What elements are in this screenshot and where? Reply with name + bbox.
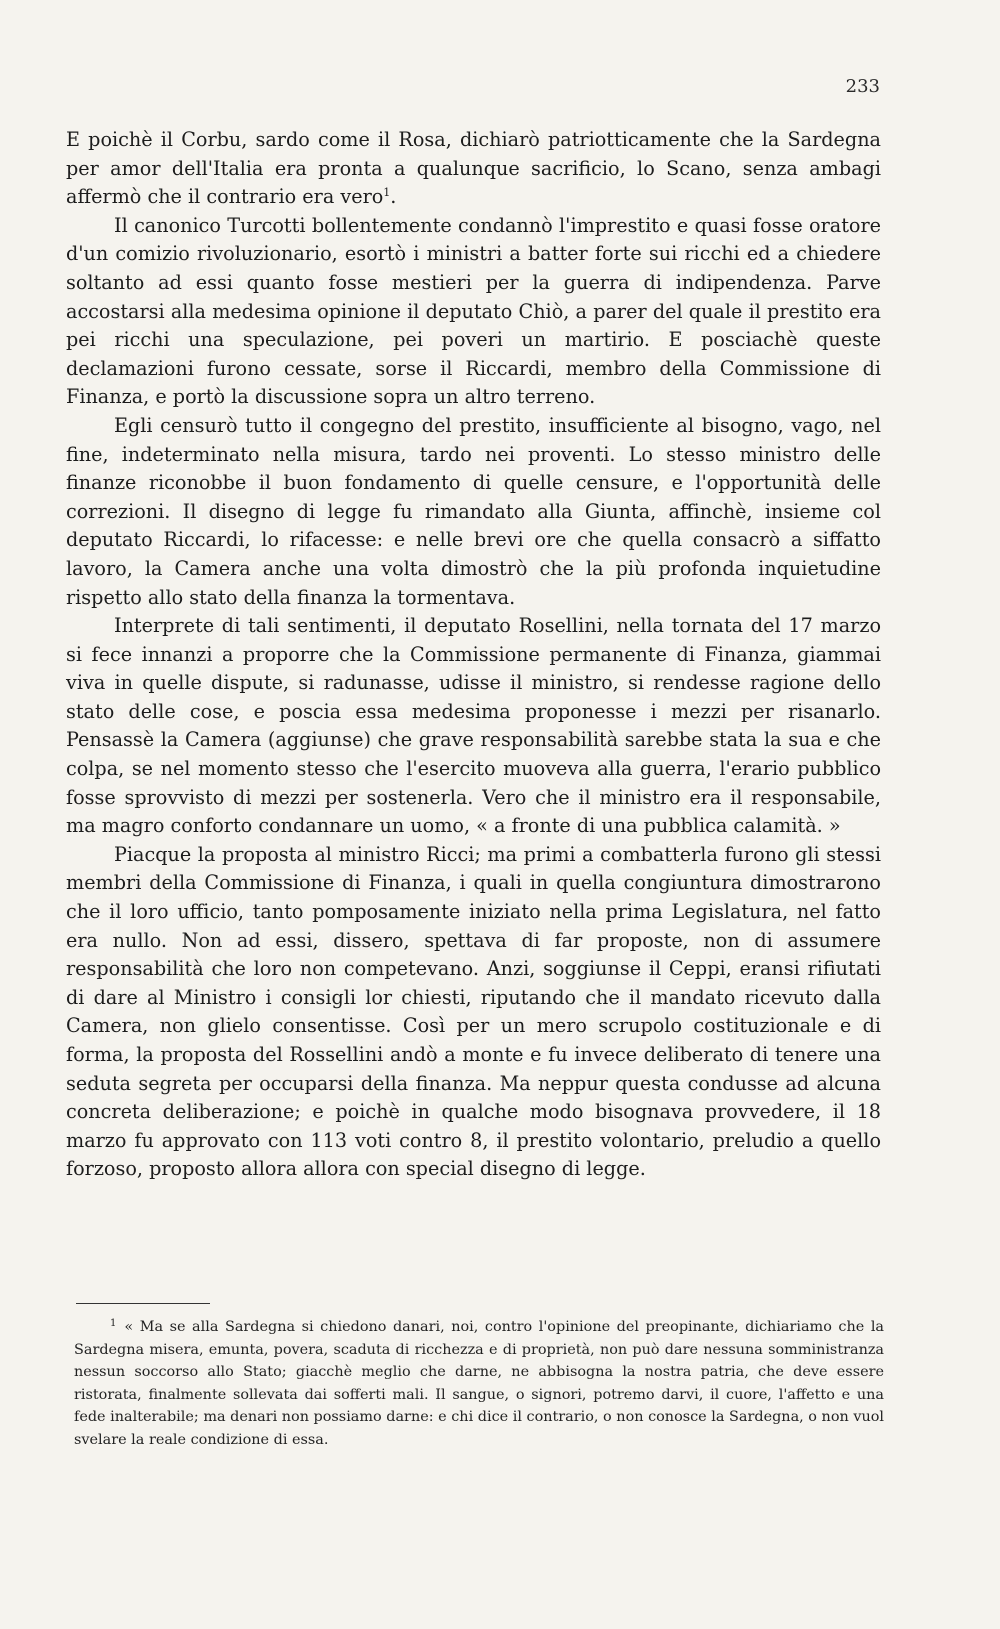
paragraph: Interprete di tali sentimenti, il deputato Rosellini, nella tornata del 17 marzo si fece innanzi a proporre che la Commissione permanente di Finanza, giammai viva in quelle dispute, si radunasse, udisse il ministro, si rendesse ragione dello stato delle cose, e poscia essa medesima proponesse i mezzi per risanarlo. Pensassè la Camera (aggiunse) che grave responsabilità sarebbe stata la sua e che colpa, se nel momento stesso che l'esercito muoveva alla guerra, l'erario pubblico fosse sprovvisto di mezzi per sostenerla. Vero che il ministro era il responsabile, ma magro conforto condannare un uomo, « a fronte di una pubblica calamità. »	[66, 614, 881, 838]
footnote-text: « Ma se alla Sardegna si chiedono danari, noi, contro l'opinione del preopinante, dichiariamo che la Sardegna misera, emunta, povera, scaduta di ricchezza e di proprietà, non può dare nessuna somministranza nessun soccorso allo Stato; giacchè meglio che darne, ne abbisogna la nostra patria, che deve essere ristorata, finalmente sollevata dai sofferti mali. Il sangue, o signori, potremo darvi, il cuore, l'affetto e una fede inalterabile; ma denari non possiamo darne: e chi dice il contrario, o non conosce la Sardegna, o non vuol svelare la reale condizione di essa.	[74, 1319, 884, 1448]
main-text	[66, 126, 881, 1184]
paragraph-text: E poichè il Corbu, sardo come il Rosa, dichiarò patriotticamente che la Sardegna per amor dell'Italia era pronta a qualunque sacrificio, lo Scano, senza ambagi affermò che il contrario era vero	[66, 128, 881, 209]
paragraph: Egli censurò tutto il congegno del prestito, insufficiente al bisogno, vago, nel fine, indeterminato nella misura, tardo nei proventi. Lo stesso ministro delle finanze riconobbe il buon fondamento di quelle censure, e l'opportunità delle correzioni. Il disegno di legge fu rimandato alla Giunta, affinchè, insieme col deputato Riccardi, lo rifacesse: e nelle brevi ore che quella consacrò a siffatto lavoro, la Camera anche una volta dimostrò che la più profonda inquietudine rispetto allo stato della finanza la tormentava.	[66, 413, 881, 609]
footnote-marker: 1	[110, 1318, 117, 1329]
page-number: 233	[845, 76, 880, 97]
paragraph: E poichè il Corbu, sardo come il Rosa, dichiarò patriotticamente che la Sardegna per amor dell'Italia era pronta a qualunque sacrificio, lo Scano, senza ambagi affermò che il contrario era vero$^1$.	[66, 128, 881, 209]
footnote-separator	[76, 1303, 210, 1304]
paragraph: Piacque la proposta al ministro Ricci; ma primi a combatterla furono gli stessi membri della Commissione di Finanza, i quali in quella congiuntura dimostrarono che il loro ufficio, tanto pomposamente iniziato nella prima Legislatura, nel fatto era nullo. Non ad essi, dissero, spettava di far proposte, non di assumere responsabilità che loro non competevano. Anzi, soggiunse il Ceppi, eransi rifiutati di dare al Ministro i consigli lor chiesti, riputando che il mandato ricevuto dalla Camera, non glielo consentisse. Così per un mero scrupolo costituzionale e di forma, la proposta del Rossellini andò a monte e fu invece deliberato di tenere una seduta segreta per occuparsi della finanza. Ma neppur questa condusse ad alcuna concreta deliberazione; e poichè in qualche modo bisognava provvedere, il 18 marzo fu approvato con 113 voti contro 8, il prestito volontario, preludio a quello forzoso, proposto allora allora con special disegno di legge.	[66, 842, 881, 1181]
paragraph: Il canonico Turcotti bollentemente condannò l'imprestito e quasi fosse oratore d'un comizio rivoluzionario, esortò i ministri a batter forte sui ricchi ed a chiedere soltanto ad essi quanto fosse mestieri per la guerra di indipendenza. Parve accostarsi alla medesima opinione il deputato Chiò, a parer del quale il prestito era pei ricchi una speculazione, pei poveri un martirio. E posciachè queste declamazioni furono cessate, sorse il Riccardi, membro della Commissione di Finanza, e portò la discussione sopra un altro terreno.	[66, 213, 881, 409]
footnote	[74, 1316, 884, 1452]
footnote-reference: 1	[383, 186, 391, 200]
